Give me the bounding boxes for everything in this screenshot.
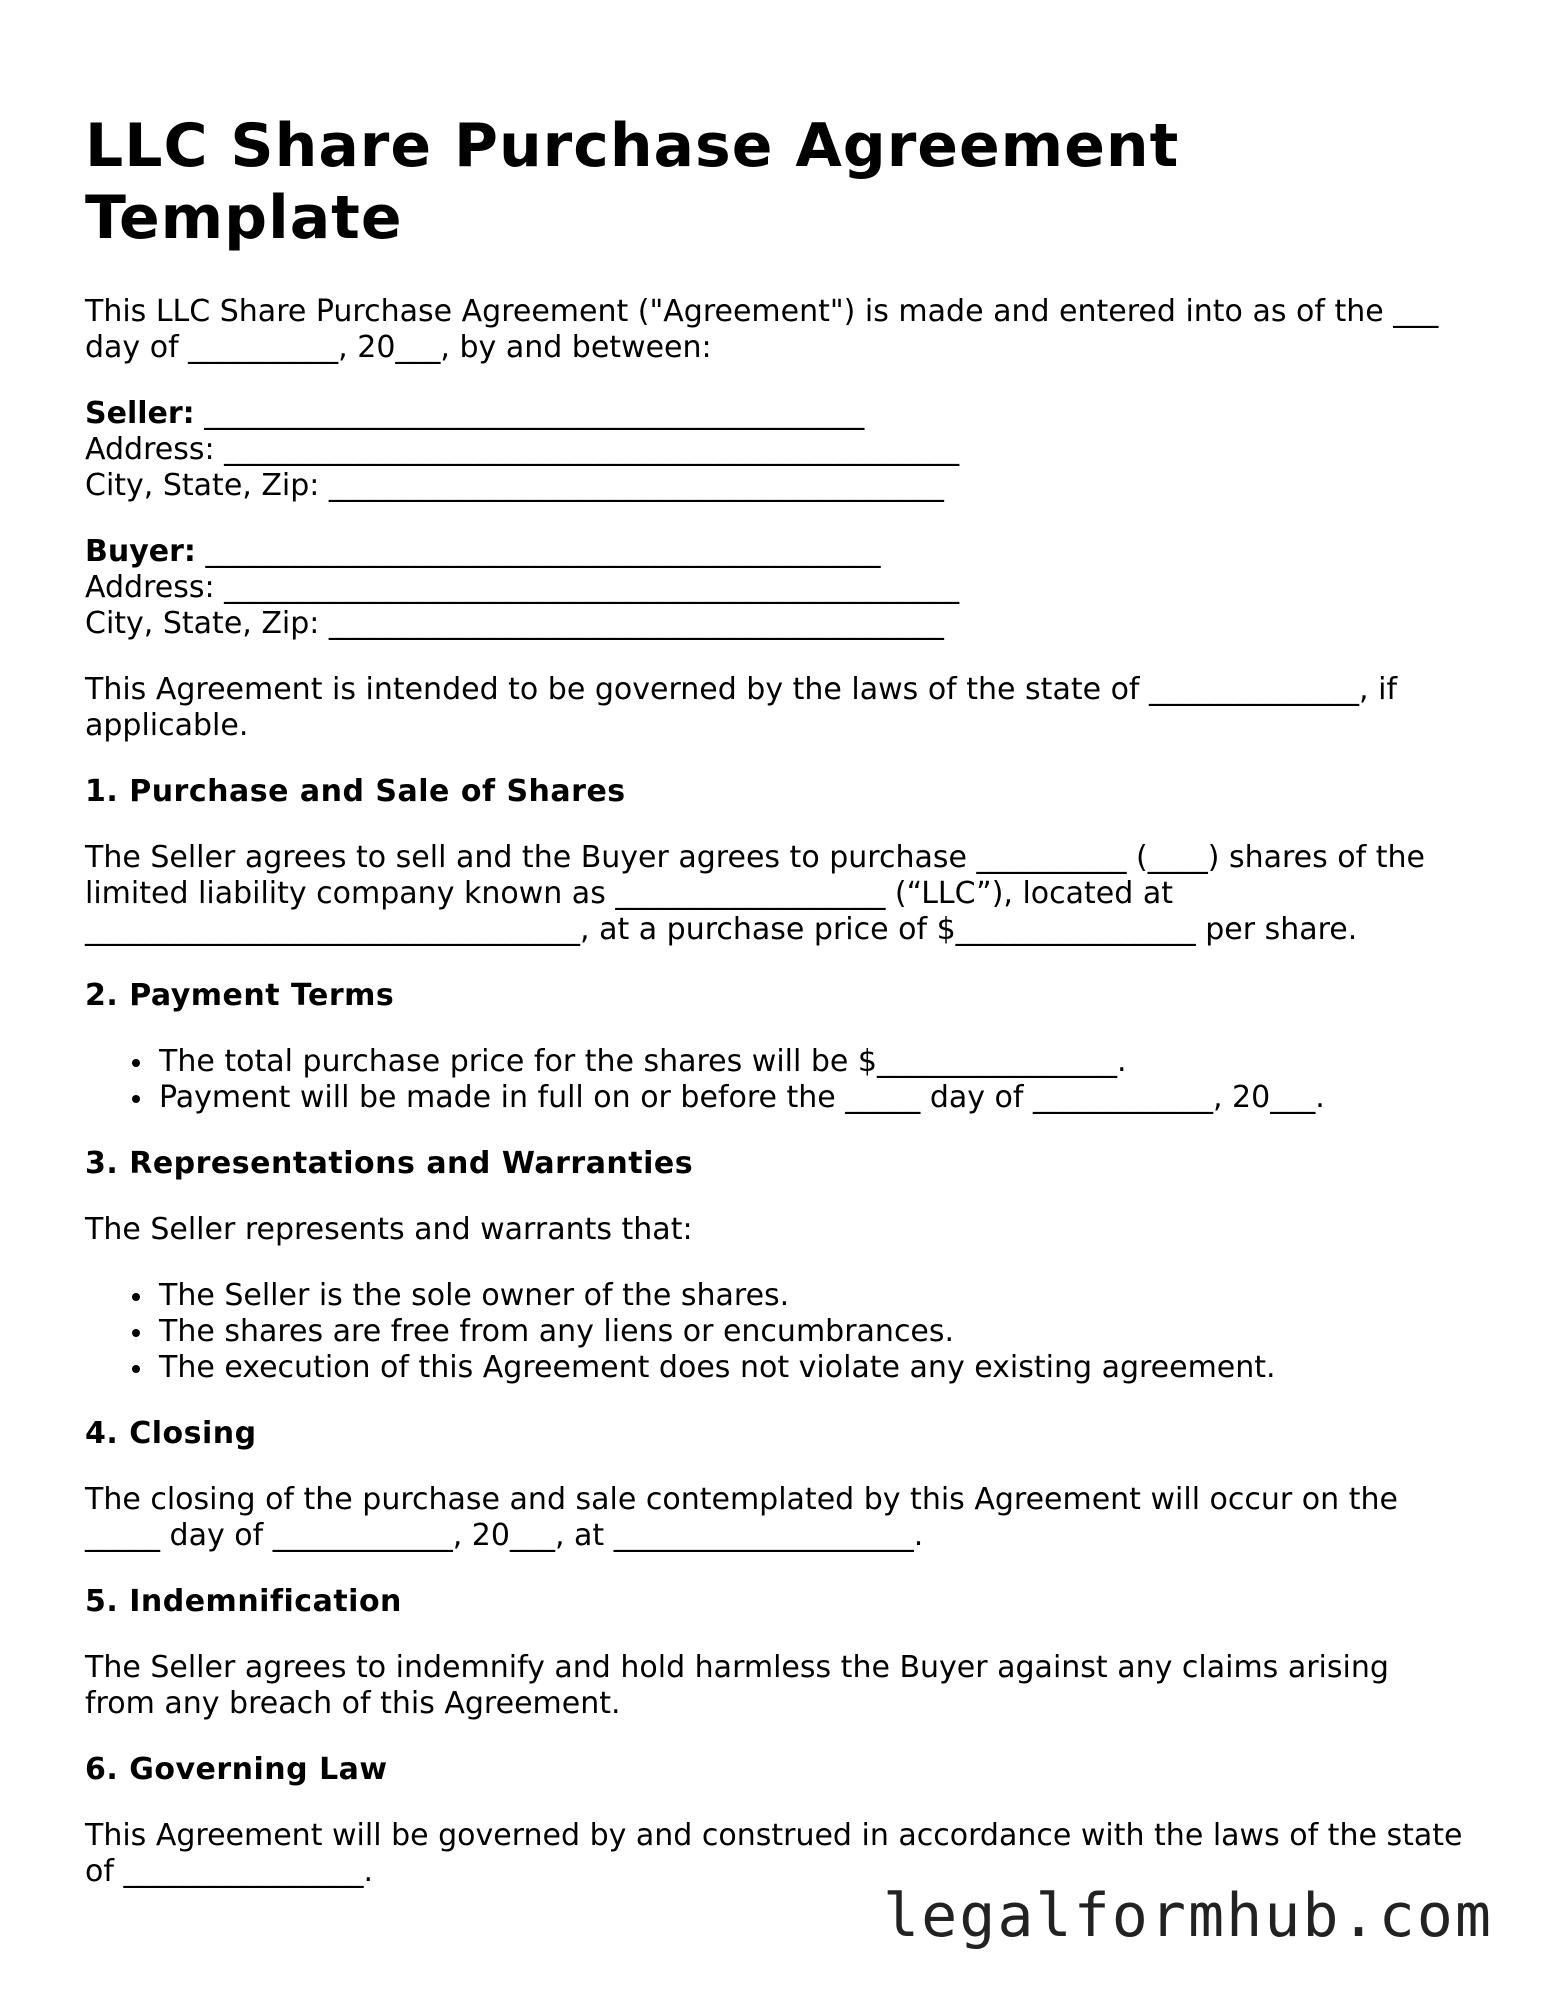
list-item: The execution of this Agreement does not violate any existing agreement. — [159, 1350, 1465, 1386]
list-item: The Seller is the sole owner of the shares. — [159, 1278, 1465, 1314]
seller-name-line — [85, 396, 1465, 432]
section-1-heading: 1. Purchase and Sale of Shares — [85, 774, 626, 809]
section-5-body: The Seller agrees to indemnify and hold harmless the Buyer against any claims arising from any breach of this Agreement. — [85, 1650, 1389, 1721]
seller-city-line: City, State, Zip: _________________________________________ — [85, 468, 944, 503]
list-item: The shares are free from any liens or encumbrances. — [159, 1314, 1465, 1350]
section-3-body: The Seller represents and warrants that: — [85, 1212, 693, 1247]
section-4-heading: 4. Closing — [85, 1416, 257, 1451]
intro-paragraph: This LLC Share Purchase Agreement ("Agreement") is made and entered into as of the ___ day of __________, 20___, by and between: — [85, 294, 1439, 365]
section-6-body: This Agreement will be governed by and construed in accordance with the laws of the state of ________________. — [85, 1818, 1463, 1889]
section-6-heading: 6. Governing Law — [85, 1752, 388, 1787]
seller-name-blank: ____________________________________________ — [194, 396, 865, 431]
buyer-name-line — [85, 534, 1465, 570]
seller-address-line: Address: _________________________________________________ — [85, 432, 960, 467]
section-3-heading: 3. Representations and Warranties — [85, 1146, 694, 1181]
section-1-body: The Seller agrees to sell and the Buyer agrees to purchase __________ (____) shares of the limited liability company known as __________________ (“LLC”), located at _________________________________, at a purchase price of $________________ per share. — [85, 840, 1425, 947]
buyer-city-line: City, State, Zip: _________________________________________ — [85, 606, 944, 641]
list-item: The total purchase price for the shares will be $________________. — [159, 1044, 1465, 1080]
document-page — [85, 110, 1465, 1890]
seller-label: Seller: — [85, 396, 195, 431]
list-item: Payment will be made in full on or before the _____ day of ____________, 20___. — [159, 1080, 1465, 1116]
buyer-name-blank: _____________________________________________ — [195, 534, 881, 569]
seller-block — [85, 396, 1465, 504]
buyer-block — [85, 534, 1465, 642]
governing-intro-paragraph: This Agreement is intended to be governed by the laws of the state of ______________, if applicable. — [85, 672, 1398, 743]
section-2-heading: 2. Payment Terms — [85, 978, 395, 1013]
document-title: LLC Share Purchase Agreement Template — [85, 111, 1180, 253]
payment-terms-list — [85, 1044, 1465, 1116]
watermark-text: legalformhub.com — [883, 1881, 1493, 1951]
section-4-body: The closing of the purchase and sale contemplated by this Agreement will occur on the _____ day of ____________, 20___, at ____________________. — [85, 1482, 1398, 1553]
warranties-list — [85, 1278, 1465, 1386]
buyer-label: Buyer: — [85, 534, 196, 569]
section-5-heading: 5. Indemnification — [85, 1584, 402, 1619]
buyer-address-line: Address: _________________________________________________ — [85, 570, 960, 605]
